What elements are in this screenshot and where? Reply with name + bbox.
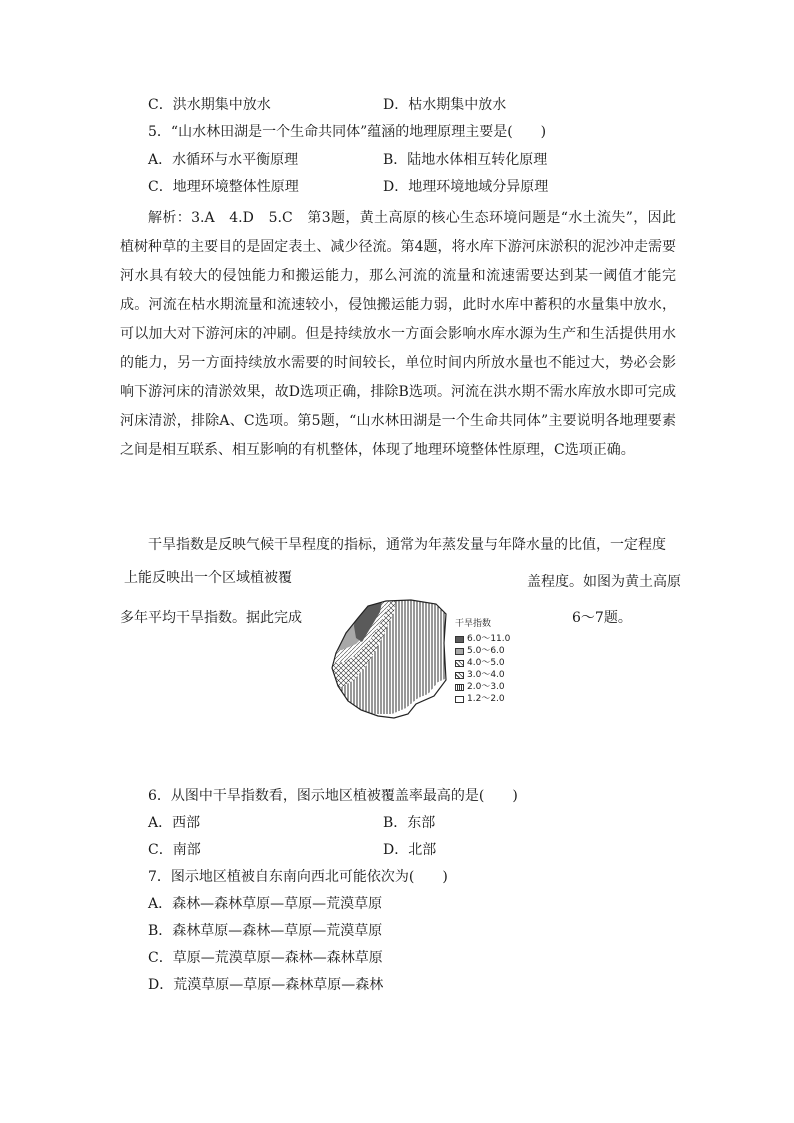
legend-title: 干旱指数 bbox=[455, 619, 492, 629]
legend-label: 5.0～6.0 bbox=[467, 646, 505, 656]
legend-swatch bbox=[455, 696, 464, 703]
legend-label: 6.0～11.0 bbox=[467, 634, 511, 644]
map-legend bbox=[455, 618, 510, 705]
intro-line-2-left: 上能反映出一个区域植被覆 bbox=[124, 570, 292, 586]
option-d-q5: D．地理环境地域分异原理 bbox=[383, 179, 549, 195]
legend-item bbox=[455, 657, 510, 669]
option-a-q6: A．西部 bbox=[148, 815, 201, 831]
option-c-q5: C．地理环境整体性原理 bbox=[148, 179, 299, 195]
option-d-q7: D．荒漠草原—草原—森林草原—森林 bbox=[148, 977, 384, 993]
intro-line-3-right: 6～7题。 bbox=[572, 610, 632, 626]
legend-item bbox=[455, 645, 510, 657]
option-d-q4: D．枯水期集中放水 bbox=[383, 97, 507, 113]
option-d-q6: D．北部 bbox=[383, 842, 437, 858]
option-c-q6: C．南部 bbox=[148, 842, 201, 858]
legend-swatch bbox=[455, 636, 464, 643]
legend-label: 2.0～3.0 bbox=[467, 682, 505, 692]
option-b-q5: B．陆地水体相互转化原理 bbox=[383, 152, 548, 168]
legend-item bbox=[455, 669, 510, 681]
intro-line-3-left: 多年平均干旱指数。据此完成 bbox=[120, 610, 302, 626]
intro-line-1: 干旱指数是反映气候干旱程度的指标，通常为年蒸发量与年降水量的比值，一定程度 bbox=[148, 537, 666, 553]
option-b-q7: B．森林草原—森林—草原—荒漠草原 bbox=[148, 923, 383, 939]
legend-swatch bbox=[455, 684, 464, 691]
legend-swatch bbox=[455, 672, 464, 679]
intro-line-2-right: 盖程度。如图为黄土高原 bbox=[527, 574, 681, 590]
question-6-stem: 6．从图中干旱指数看，图示地区植被覆盖率最高的是( ) bbox=[148, 788, 518, 804]
option-b-q6: B．东部 bbox=[383, 815, 436, 831]
legend-item bbox=[455, 681, 510, 693]
option-a-q5: A．水循环与水平衡原理 bbox=[148, 152, 299, 168]
legend-label: 3.0～4.0 bbox=[467, 670, 505, 680]
legend-item bbox=[455, 633, 510, 645]
legend-swatch bbox=[455, 660, 464, 667]
legend-swatch bbox=[455, 648, 464, 655]
option-a-q7: A．森林—森林草原—草原—荒漠草原 bbox=[148, 896, 383, 912]
option-c-q4: C．洪水期集中放水 bbox=[148, 97, 271, 113]
question-5-stem: 5．“山水林田湖是一个生命共同体”蕴涵的地理原理主要是( ) bbox=[148, 124, 547, 140]
answer-explanation: 解析：3.A 4.D 5.C 第3题，黄土高原的核心生态环境问题是“水土流失”，因此植树种草的主要目的是固定表土、减少径流。第4题，将水库下游河床淤积的泥沙冲走需要河水具有较大的侵蚀能力和搬运能力，那么河流的流量和流速需要达到某一阈值才能完成。河流在枯水期流量和流速较小，侵蚀搬运能力弱，此时水库中蓄积的水量集中放水，可以加大对下游河床的冲刷。但是持续放水一方面会影响水库水源为生产和生活提供用水的能力，另一方面持续放水需要的时间较长，单位时间内所放水量也不能过大，势必会影响下游河床的清淤效果，故D选项正确，排除B选项。河流在洪水期不需水库放水即可完成河床清淤，排除A、C选项。第5题，“山水林田湖是一个生命共同体”主要说明各地理要素之间是相互联系、相互影响的有机整体，体现了地理环境整体性原理，C选项正确。 bbox=[120, 210, 676, 458]
question-7-stem: 7．图示地区植被自东南向西北可能依次为( ) bbox=[148, 869, 448, 885]
option-c-q7: C．草原—荒漠草原—森林—森林草原 bbox=[148, 950, 383, 966]
legend-item bbox=[455, 693, 510, 705]
legend-label: 4.0～5.0 bbox=[467, 658, 505, 668]
legend-label: 1.2～2.0 bbox=[467, 694, 505, 704]
